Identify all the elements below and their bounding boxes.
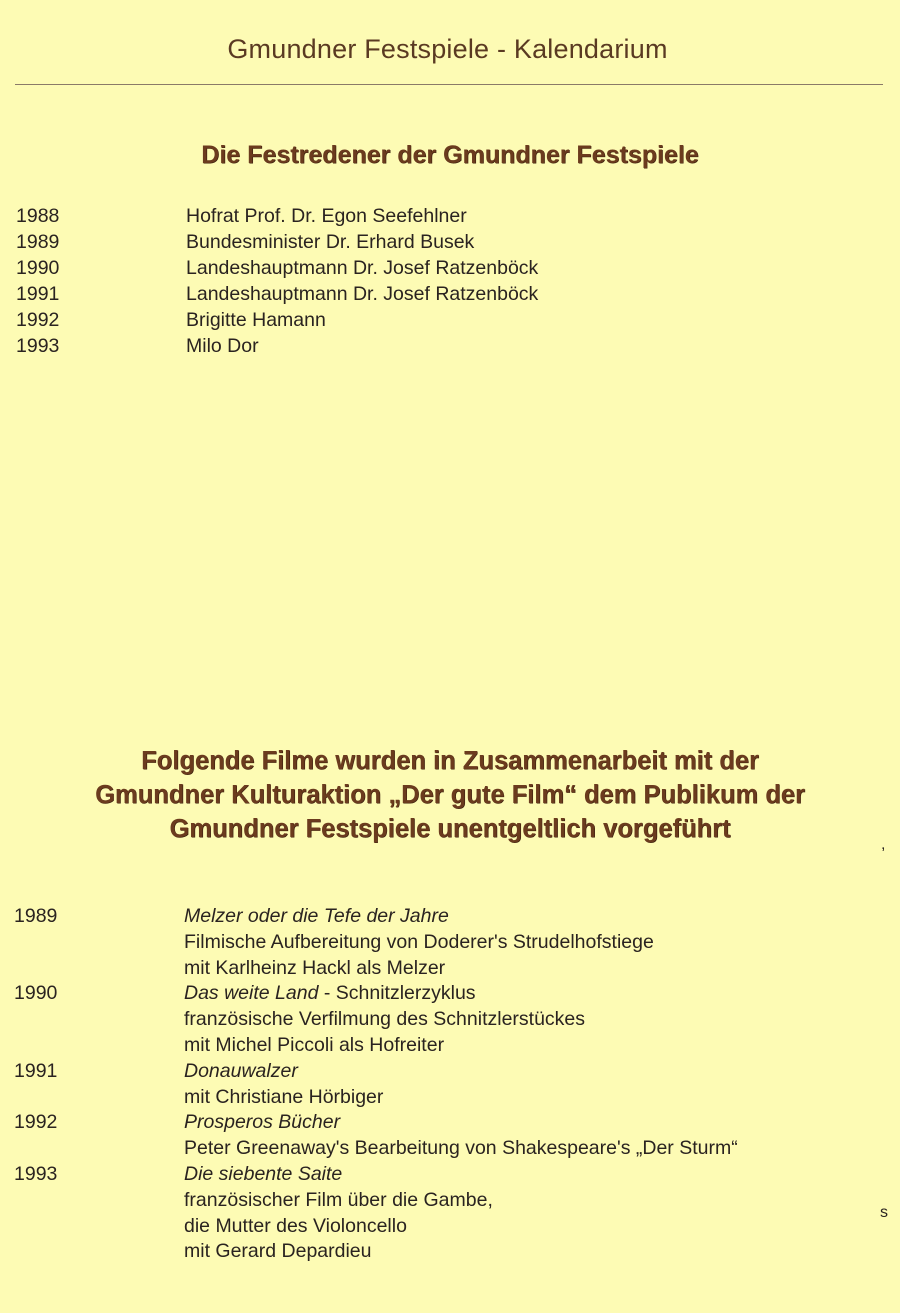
speaker-year: 1991 — [16, 283, 60, 305]
speaker-name: Brigitte Hamann — [186, 309, 326, 331]
film-detail: die Mutter des Violoncello — [184, 1214, 407, 1237]
film-title: Die siebente Saite — [184, 1162, 343, 1185]
film-detail: französischer Film über die Gambe, — [184, 1188, 493, 1211]
films-title-line: Gmundner Festspiele unentgeltlich vorgeführt — [169, 815, 731, 843]
film-title: Das weite Land — [184, 982, 319, 1005]
films-section-title — [0, 744, 900, 846]
header-rule — [15, 84, 883, 85]
speaker-name: Landeshauptmann Dr. Josef Ratzenböck — [186, 257, 539, 279]
film-detail: französische Verfilmung des Schnitzlerstückes — [184, 1008, 586, 1031]
film-detail: mit Michel Piccoli als Hofreiter — [184, 1033, 445, 1056]
films-title-line: Gmundner Kulturaktion „Der gute Film“ dem Publikum der — [95, 781, 805, 809]
speaker-row — [0, 231, 900, 257]
speaker-year: 1992 — [16, 309, 60, 331]
film-entry — [0, 904, 900, 981]
film-title: Donauwalzer — [184, 1059, 298, 1082]
film-detail: mit Christiane Hörbiger — [184, 1085, 384, 1108]
speaker-row — [0, 257, 900, 283]
speaker-year: 1993 — [16, 335, 60, 357]
film-title-suffix: - Schnitzlerzyklus — [318, 982, 476, 1005]
speaker-name: Bundesminister Dr. Erhard Busek — [186, 231, 475, 253]
films-title-line: Folgende Filme wurden in Zusammenarbeit mit der — [141, 747, 759, 775]
film-year: 1989 — [14, 905, 58, 927]
speakers-list — [0, 205, 900, 361]
speaker-row — [0, 205, 900, 231]
film-entry — [0, 981, 900, 1058]
film-title: Melzer oder die Tefe der Jahre — [184, 905, 449, 927]
running-header: Gmundner Festspiele - Kalendarium — [227, 34, 668, 64]
film-entry — [0, 1110, 900, 1162]
speaker-row — [0, 335, 900, 361]
speakers-section-title: Die Festredener der Gmundner Festspiele — [201, 141, 699, 169]
speaker-year: 1988 — [16, 205, 60, 227]
film-detail: Filmische Aufbereitung von Doderer's Strudelhofstiege — [184, 930, 654, 953]
speaker-name: Milo Dor — [186, 335, 259, 357]
film-detail: mit Karlheinz Hackl als Melzer — [184, 956, 446, 979]
film-detail: mit Gerard Depardieu — [184, 1240, 372, 1263]
margin-letter-mark: s — [880, 1204, 888, 1221]
film-title: Prosperos Bücher — [184, 1111, 341, 1134]
film-entry — [0, 1162, 900, 1265]
film-year: 1990 — [14, 982, 58, 1005]
film-entry — [0, 1059, 900, 1111]
film-detail: Peter Greenaway's Bearbeitung von Shakespeare's „Der Sturm“ — [184, 1137, 738, 1160]
speaker-name: Landeshauptmann Dr. Josef Ratzenböck — [186, 283, 539, 305]
speaker-row — [0, 283, 900, 309]
margin-comma-mark: , — [881, 836, 886, 853]
speaker-year: 1990 — [16, 257, 60, 279]
film-year: 1993 — [14, 1162, 58, 1185]
speaker-year: 1989 — [16, 231, 60, 253]
speaker-row — [0, 309, 900, 335]
films-list — [0, 904, 900, 1265]
film-year: 1991 — [14, 1059, 58, 1082]
film-year: 1992 — [14, 1111, 58, 1134]
speaker-name: Hofrat Prof. Dr. Egon Seefehlner — [186, 205, 467, 227]
